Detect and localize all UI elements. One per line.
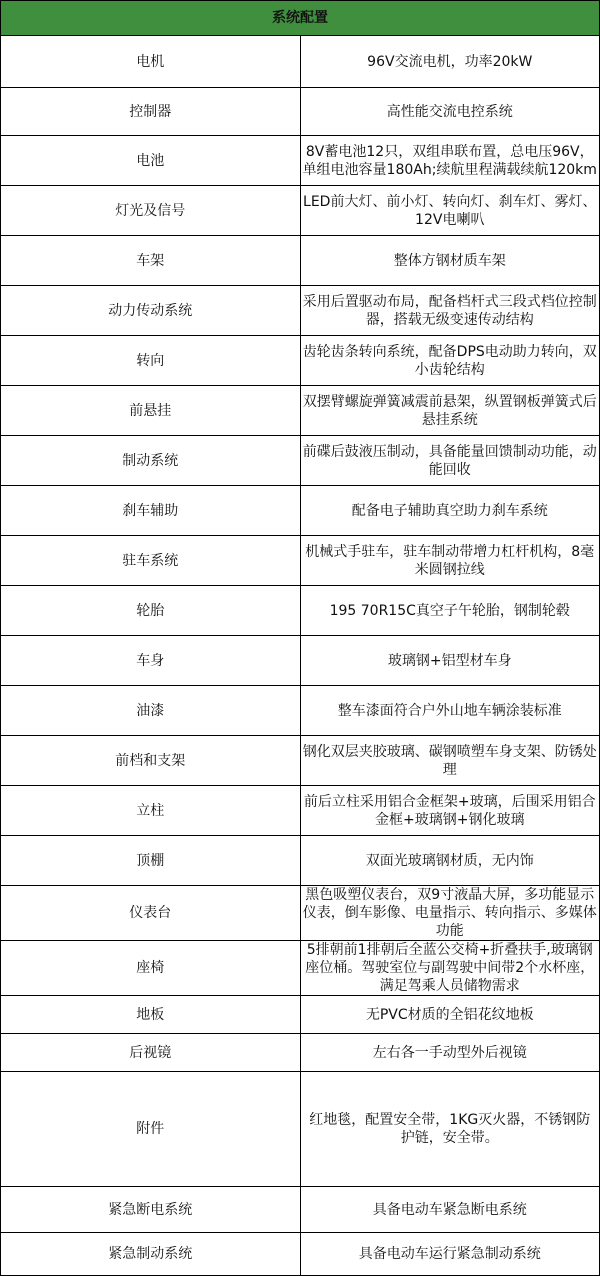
row-label: 前悬挂 bbox=[1, 386, 301, 436]
row-label: 车身 bbox=[1, 636, 301, 686]
row-value: 高性能交流电控系统 bbox=[300, 88, 600, 136]
table-row bbox=[1, 336, 600, 386]
table-row bbox=[1, 941, 600, 996]
row-label: 控制器 bbox=[1, 88, 301, 136]
row-value: 双摆臂螺旋弹簧减震前悬架，纵置钢板弹簧式后悬挂系统 bbox=[300, 386, 600, 436]
row-label: 轮胎 bbox=[1, 586, 301, 636]
row-label: 紧急制动系统 bbox=[1, 1233, 301, 1276]
table-row bbox=[1, 1233, 600, 1276]
row-label: 动力传动系统 bbox=[1, 286, 301, 336]
table-row bbox=[1, 996, 600, 1034]
row-value: 采用后置驱动布局，配备档杆式三段式档位控制器，搭载无级变速传动结构 bbox=[300, 286, 600, 336]
table-row bbox=[1, 286, 600, 336]
row-value: 机械式手驻车，驻车制动带增力杠杆机构，8毫米圆钢拉线 bbox=[300, 536, 600, 586]
row-value: 8V蓄电池12只，双组串联布置，总电压96V，单组电池容量180Ah;续航里程满载续航120km bbox=[300, 136, 600, 186]
row-value: 钢化双层夹胶玻璃、碳钢喷塑车身支架、防锈处理 bbox=[300, 736, 600, 786]
row-label: 后视镜 bbox=[1, 1034, 301, 1072]
row-value: 配备电子辅助真空助力刹车系统 bbox=[300, 486, 600, 536]
table-row bbox=[1, 686, 600, 736]
row-value: 齿轮齿条转向系统，配备DPS电动助力转向，双小齿轮结构 bbox=[300, 336, 600, 386]
table-row bbox=[1, 1072, 600, 1187]
row-label: 立柱 bbox=[1, 786, 301, 836]
table-row bbox=[1, 736, 600, 786]
table-row bbox=[1, 1034, 600, 1072]
row-value: 前碟后鼓液压制动，具备能量回馈制动功能，动能回收 bbox=[300, 436, 600, 486]
row-label: 驻车系统 bbox=[1, 536, 301, 586]
table-row bbox=[1, 836, 600, 886]
table-row bbox=[1, 36, 600, 88]
row-label: 电机 bbox=[1, 36, 301, 88]
table-row bbox=[1, 1187, 600, 1233]
row-label: 附件 bbox=[1, 1072, 301, 1187]
row-label: 顶棚 bbox=[1, 836, 301, 886]
row-value: LED前大灯、前小灯、转向灯、刹车灯、雾灯、12V电喇叭 bbox=[300, 186, 600, 236]
row-value: 具备电动车运行紧急制动系统 bbox=[300, 1233, 600, 1276]
row-label: 刹车辅助 bbox=[1, 486, 301, 536]
row-label: 制动系统 bbox=[1, 436, 301, 486]
row-value: 双面光玻璃钢材质，无内饰 bbox=[300, 836, 600, 886]
table-row bbox=[1, 436, 600, 486]
table-row bbox=[1, 486, 600, 536]
row-value: 黑色吸塑仪表台，双9寸液晶大屏，多功能显示仪表，倒车影像、电量指示、转向指示、多媒体功能 bbox=[300, 886, 600, 941]
row-label: 仪表台 bbox=[1, 886, 301, 941]
table-row bbox=[1, 236, 600, 286]
table-title: 系统配置 bbox=[1, 1, 600, 36]
row-label: 灯光及信号 bbox=[1, 186, 301, 236]
row-value: 整体方钢材质车架 bbox=[300, 236, 600, 286]
table-row bbox=[1, 386, 600, 436]
row-label: 紧急断电系统 bbox=[1, 1187, 301, 1233]
row-label: 电池 bbox=[1, 136, 301, 186]
row-value: 无PVC材质的全铝花纹地板 bbox=[300, 996, 600, 1034]
table-row bbox=[1, 886, 600, 941]
row-value: 玻璃钢+铝型材车身 bbox=[300, 636, 600, 686]
table-row bbox=[1, 586, 600, 636]
table-row bbox=[1, 136, 600, 186]
row-value: 具备电动车紧急断电系统 bbox=[300, 1187, 600, 1233]
table-row bbox=[1, 636, 600, 686]
table-row bbox=[1, 88, 600, 136]
row-value: 195 70R15C真空子午轮胎，钢制轮毂 bbox=[300, 586, 600, 636]
row-value: 红地毯，配置安全带，1KG灭火器，不锈钢防护链，安全带。 bbox=[300, 1072, 600, 1187]
row-value: 96V交流电机，功率20kW bbox=[300, 36, 600, 88]
row-value: 前后立柱采用铝合金框架+玻璃，后围采用铝合金框+玻璃钢+钢化玻璃 bbox=[300, 786, 600, 836]
row-label: 前档和支架 bbox=[1, 736, 301, 786]
row-label: 车架 bbox=[1, 236, 301, 286]
row-value: 5排朝前1排朝后全蓝公交椅+折叠扶手,玻璃钢座位桶。驾驶室位与副驾驶中间带2个水杯座，满足驾乘人员储物需求 bbox=[300, 941, 600, 996]
row-label: 座椅 bbox=[1, 941, 301, 996]
table-row bbox=[1, 536, 600, 586]
table-row bbox=[1, 186, 600, 236]
row-label: 转向 bbox=[1, 336, 301, 386]
row-label: 油漆 bbox=[1, 686, 301, 736]
row-value: 左右各一手动型外后视镜 bbox=[300, 1034, 600, 1072]
row-value: 整车漆面符合户外山地车辆涂装标准 bbox=[300, 686, 600, 736]
row-label: 地板 bbox=[1, 996, 301, 1034]
table-row bbox=[1, 786, 600, 836]
